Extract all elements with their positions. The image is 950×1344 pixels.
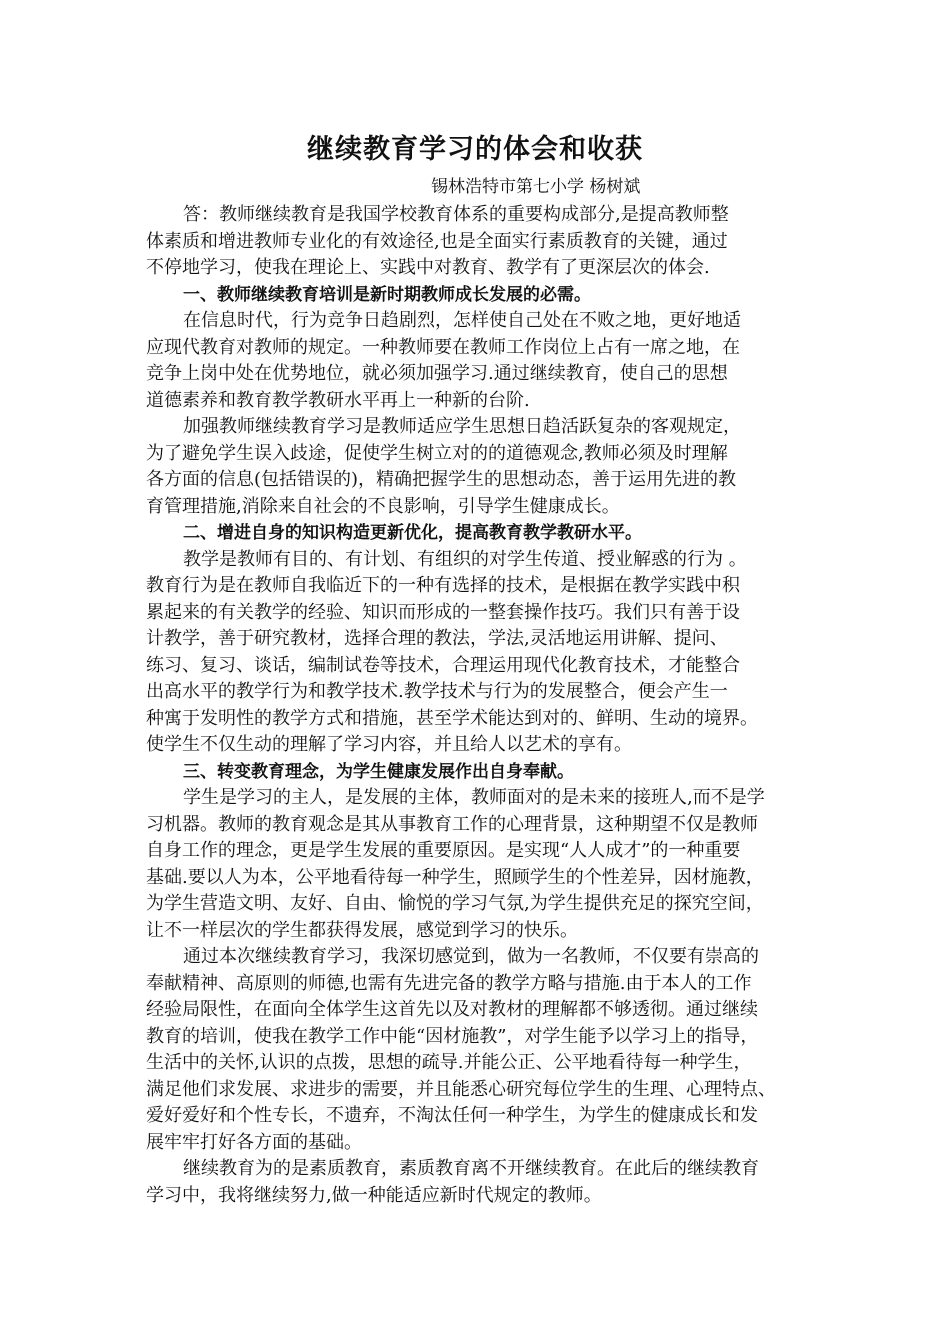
paragraph-line: 自身工作的理念，更是学生发展的重要原因。是实现“人人成才”的一种重要 xyxy=(146,840,741,861)
paragraph-line: 计教学，善于研究教材，选择合理的教法，学法,灵活地运用讲解、提问、 xyxy=(146,628,728,649)
paragraph-line: 为了避免学生误入歧途，促使学生树立对的的道德观念,教师必须及时理解 xyxy=(146,442,728,464)
paragraph-line: 竞争上岗中处在优势地位，就必须加强学习.通过继续教育，使自己的思想 xyxy=(146,363,728,384)
paragraph-line: 答：教师继续教育是我国学校教育体系的重要构成部分,是提高教师整 xyxy=(183,204,729,225)
paragraph-line: 育管理措施,消除来自社会的不良影响，引导学生健康成长。 xyxy=(146,495,620,517)
paragraph-line: 习机器。教师的教育观念是其从事教育工作的心理背景，这种期望不仅是教师 xyxy=(146,813,758,835)
paragraph-line: 加强教师继续教育学习是教师适应学生思想日趋活跃复杂的客观规定， xyxy=(183,416,741,437)
paragraph-line: 通过本次继续教育学习，我深切感觉到，做为一名教师，不仅要有崇高的 xyxy=(183,946,759,967)
paragraph-line: 在信息时代，行为竞争日趋剧烈，怎样使自己处在不败之地，更好地适 xyxy=(183,310,741,331)
paragraph-line: 经验局限性，在面向全体学生这首先以及对教材的理解都不够透彻。通过继续 xyxy=(146,999,758,1020)
paragraph-line: 教学是教师有目的、有计划、有组织的对学生传道、授业解惑的行为 。 xyxy=(183,548,747,570)
paragraph-line: 为学生营造文明、友好、自由、愉悦的学习气氛,为学生提供充足的探究空间， xyxy=(146,893,764,914)
document-title: 继续教育学习的体会和收获 xyxy=(307,134,643,165)
paragraph-line: 应现代教育对教师的规定。一种教师要在教师工作岗位上占有一席之地，在 xyxy=(146,336,740,358)
paragraph-line: 各方面的信息(包括错误的)，精确把握学生的思想动态，善于运用先进的教 xyxy=(146,469,737,490)
paragraph-line: 生活中的关怀,认识的点拨，思想的疏导.并能公正、公平地看待每一种学生， xyxy=(146,1052,752,1073)
paragraph-line: 不停地学习，使我在理论上、实践中对教育、教学有了更深层次的体会. xyxy=(146,257,710,278)
paragraph-line: 学习中，我将继续努力,做一种能适应新时代规定的教师。 xyxy=(146,1184,602,1206)
paragraph-line: 教育行为是在教师自我临近下的一种有选择的技术，是根据在教学实践中积 xyxy=(146,575,740,596)
paragraph-line: 继续教育为的是素质教育，素质教育离不开继续教育。在此后的继续教育 xyxy=(183,1158,759,1179)
paragraph-line: 让不一样层次的学生都获得发展，感觉到学习的快乐。 xyxy=(146,919,578,941)
paragraph-line: 种寓于发明性的教学方式和措施，甚至学术能达到对的、鲜明、生动的境界。 xyxy=(146,707,758,729)
paragraph-line: 展牢牢打好各方面的基础。 xyxy=(146,1131,362,1153)
paragraph-line: 累起来的有关教学的经验、知识而形成的一整套操作技巧。我们只有善于设 xyxy=(146,601,740,623)
section-heading: 三、转变教育理念，为学生健康发展作出自身奉献。 xyxy=(183,761,574,782)
document-body xyxy=(146,202,810,1209)
paragraph-line: 奉献精神、高原则的师德,也需有先进完备的教学方略与措施.由于本人的工作 xyxy=(146,972,752,994)
paragraph-line: 使学生不仅生动的理解了学习内容，并且给人以艺术的享有。 xyxy=(146,734,632,755)
paragraph-line: 练习、复习、谈话，编制试卷等技术，合理运用现代化教育技术，才能整合 xyxy=(146,654,740,676)
section-heading: 二、增进自身的知识构造更新优化，提高教育教学教研水平。 xyxy=(183,523,642,543)
section-heading: 一、教师继续教育培训是新时期教师成长发展的必需。 xyxy=(183,284,591,305)
paragraph-line: 体素质和增进教师专业化的有效途径,也是全面实行素质教育的关键，通过 xyxy=(146,230,728,252)
author-line: 锡林浩特市第七小学 杨树斌 xyxy=(431,177,641,197)
paragraph-line: 满足他们求发展、求进步的需要，并且能悉心研究每位学生的生理、心理特点、 xyxy=(146,1078,776,1100)
paragraph-line: 爱好爱好和个性专长，不遗弃，不淘汰任何一种学生，为学生的健康成长和发 xyxy=(146,1105,758,1126)
paragraph-line: 基础.要以人为本，公平地看待每一种学生，照顾学生的个性差异，因材施教， xyxy=(146,866,764,888)
paragraph-line: 学生是学习的主人，是发展的主体，教师面对的是未来的接班人,而不是学 xyxy=(183,787,765,808)
paragraph-line: 道德素养和教育教学教研水平再上一种新的台阶. xyxy=(146,389,530,411)
paragraph-line: 出高水平的教学行为和教学技术.教学技术与行为的发展整合，便会产生一 xyxy=(146,681,728,702)
paragraph-line: 教育的培训，使我在教学工作中能“因材施教”，对学生能予以学习上的指导， xyxy=(146,1025,759,1047)
